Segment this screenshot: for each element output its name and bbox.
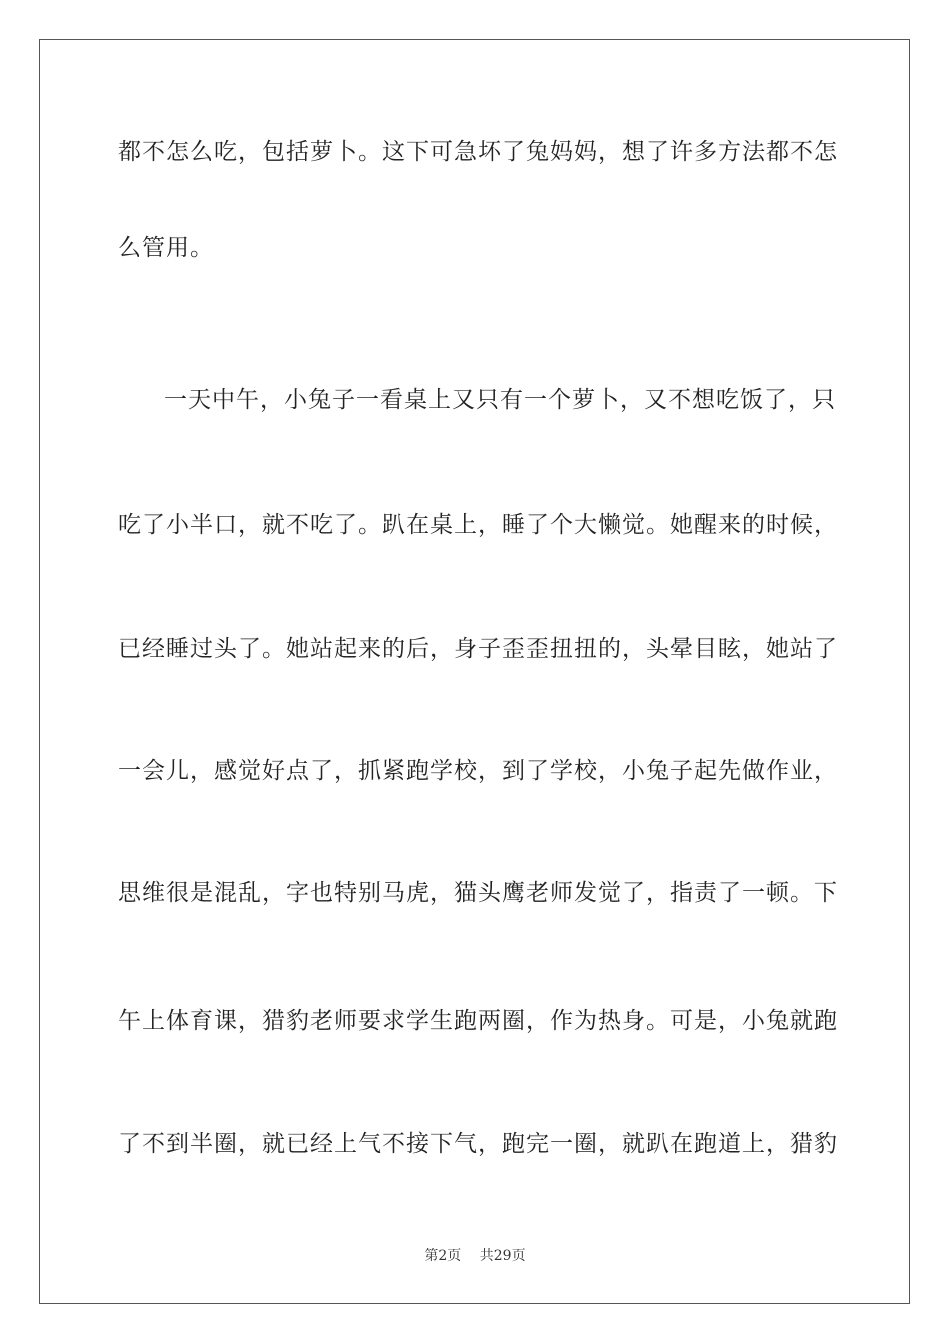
body-text-line: 一会儿，感觉好点了，抓紧跑学校，到了学校，小兔子起先做作业， (118, 758, 838, 784)
body-text-line: 思维很是混乱，字也特别马虎，猫头鹰老师发觉了，指责了一顿。下 (118, 880, 838, 906)
body-text-line: 么管用。 (118, 235, 214, 261)
body-text-line: 午上体育课，猎豹老师要求学生跑两圈，作为热身。可是，小兔就跑 (118, 1008, 838, 1034)
page-total: 共29页 (479, 1248, 526, 1264)
body-text-line: 都不怎么吃，包括萝卜。这下可急坏了兔妈妈，想了许多方法都不怎 (118, 139, 838, 165)
body-text-line: 吃了小半口，就不吃了。趴在桌上，睡了个大懒觉。她醒来的时候， (118, 512, 838, 538)
body-text-line: 了不到半圈，就已经上气不接下气，跑完一圈，就趴在跑道上，猎豹 (118, 1131, 838, 1157)
paragraph-first-line: 一天中午，小兔子一看桌上又只有一个萝卜，又不想吃饭了，只 (164, 387, 836, 413)
body-text-line: 已经睡过头了。她站起来的后，身子歪歪扭扭的，头晕目眩，她站了 (118, 636, 838, 662)
page-footer (0, 1246, 950, 1266)
page-border (39, 39, 910, 1304)
page-number: 第2页 (424, 1248, 462, 1264)
